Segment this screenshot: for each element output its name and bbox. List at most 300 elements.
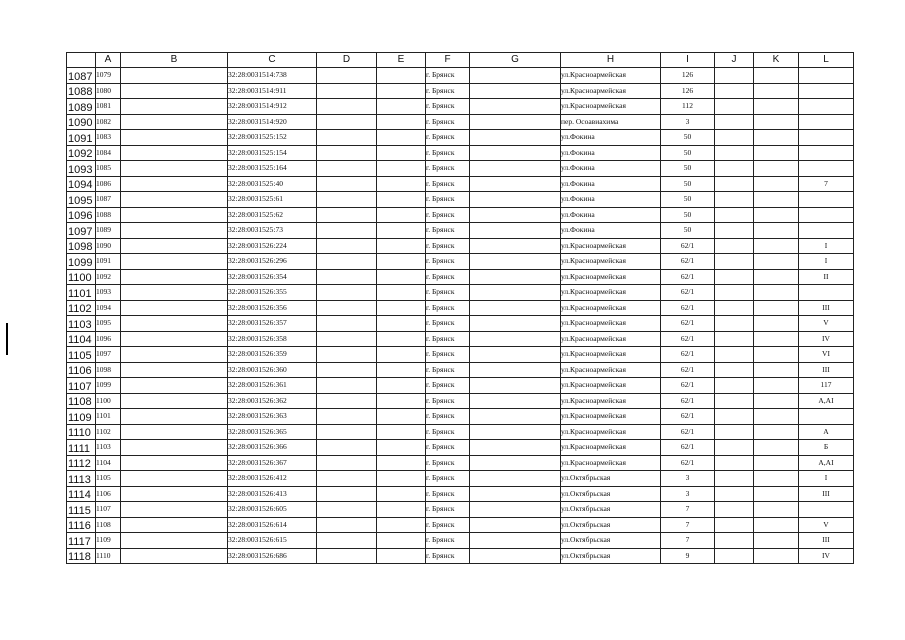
cell-c-cadastral[interactable]: 32:28:0031525:164 (228, 161, 317, 177)
cell-b[interactable] (121, 285, 228, 301)
cell-c-cadastral[interactable]: 32:28:0031525:62 (228, 207, 317, 223)
cell-a-number[interactable]: 1099 (96, 378, 121, 394)
cell-c-cadastral[interactable]: 32:28:0031525:152 (228, 130, 317, 146)
cell-a-number[interactable]: 1084 (96, 145, 121, 161)
cell-d[interactable] (317, 316, 377, 332)
cell-c-cadastral[interactable]: 32:28:0031526:357 (228, 316, 317, 332)
cell-k[interactable] (754, 99, 799, 115)
cell-d[interactable] (317, 192, 377, 208)
cell-j[interactable] (715, 207, 754, 223)
row-number[interactable]: 1113 (67, 471, 96, 487)
cell-d[interactable] (317, 362, 377, 378)
cell-i-house[interactable]: 62/1 (661, 238, 715, 254)
cell-e[interactable] (377, 300, 426, 316)
row-number[interactable]: 1103 (67, 316, 96, 332)
row-number[interactable]: 1091 (67, 130, 96, 146)
cell-h-street[interactable]: ул.Красноармейская (561, 254, 661, 270)
row-number[interactable]: 1092 (67, 145, 96, 161)
cell-k[interactable] (754, 145, 799, 161)
cell-l-room[interactable] (799, 130, 854, 146)
cell-c-cadastral[interactable]: 32:28:0031514:911 (228, 83, 317, 99)
cell-l-room[interactable]: III (799, 362, 854, 378)
cell-e[interactable] (377, 548, 426, 564)
cell-e[interactable] (377, 517, 426, 533)
cell-b[interactable] (121, 455, 228, 471)
cell-k[interactable] (754, 409, 799, 425)
cell-b[interactable] (121, 517, 228, 533)
cell-g[interactable] (470, 99, 561, 115)
cell-l-room[interactable] (799, 409, 854, 425)
cell-f-city[interactable]: г. Брянск (426, 223, 470, 239)
cell-e[interactable] (377, 455, 426, 471)
cell-l-room[interactable]: Б (799, 440, 854, 456)
cell-k[interactable] (754, 238, 799, 254)
cell-b[interactable] (121, 331, 228, 347)
cell-h-street[interactable]: ул.Фокина (561, 223, 661, 239)
cell-j[interactable] (715, 409, 754, 425)
cell-h-street[interactable]: ул.Красноармейская (561, 316, 661, 332)
cell-k[interactable] (754, 207, 799, 223)
cell-e[interactable] (377, 99, 426, 115)
cell-h-street[interactable]: ул.Красноармейская (561, 68, 661, 84)
cell-h-street[interactable]: ул.Фокина (561, 145, 661, 161)
cell-b[interactable] (121, 130, 228, 146)
cell-a-number[interactable]: 1093 (96, 285, 121, 301)
cell-d[interactable] (317, 269, 377, 285)
cell-c-cadastral[interactable]: 32:28:0031526:366 (228, 440, 317, 456)
cell-e[interactable] (377, 486, 426, 502)
cell-i-house[interactable]: 62/1 (661, 424, 715, 440)
cell-l-room[interactable]: V (799, 316, 854, 332)
cell-j[interactable] (715, 223, 754, 239)
column-header-i[interactable]: I (661, 53, 715, 68)
cell-e[interactable] (377, 145, 426, 161)
cell-a-number[interactable]: 1097 (96, 347, 121, 363)
cell-i-house[interactable]: 62/1 (661, 316, 715, 332)
cell-i-house[interactable]: 3 (661, 486, 715, 502)
cell-h-street[interactable]: ул.Красноармейская (561, 300, 661, 316)
cell-j[interactable] (715, 114, 754, 130)
cell-a-number[interactable]: 1101 (96, 409, 121, 425)
cell-h-street[interactable]: ул.Октябрьская (561, 548, 661, 564)
cell-f-city[interactable]: г. Брянск (426, 145, 470, 161)
row-number[interactable]: 1105 (67, 347, 96, 363)
row-number[interactable]: 1100 (67, 269, 96, 285)
cell-k[interactable] (754, 223, 799, 239)
cell-j[interactable] (715, 130, 754, 146)
cell-l-room[interactable]: IV (799, 548, 854, 564)
cell-k[interactable] (754, 424, 799, 440)
row-number[interactable]: 1114 (67, 486, 96, 502)
cell-e[interactable] (377, 238, 426, 254)
cell-b[interactable] (121, 269, 228, 285)
cell-f-city[interactable]: г. Брянск (426, 83, 470, 99)
cell-j[interactable] (715, 316, 754, 332)
cell-e[interactable] (377, 223, 426, 239)
row-number[interactable]: 1089 (67, 99, 96, 115)
cell-b[interactable] (121, 409, 228, 425)
cell-d[interactable] (317, 502, 377, 518)
cell-b[interactable] (121, 161, 228, 177)
cell-g[interactable] (470, 114, 561, 130)
cell-j[interactable] (715, 83, 754, 99)
cell-c-cadastral[interactable]: 32:28:0031526:359 (228, 347, 317, 363)
cell-e[interactable] (377, 533, 426, 549)
cell-f-city[interactable]: г. Брянск (426, 114, 470, 130)
cell-f-city[interactable]: г. Брянск (426, 99, 470, 115)
cell-d[interactable] (317, 378, 377, 394)
cell-a-number[interactable]: 1083 (96, 130, 121, 146)
cell-i-house[interactable]: 7 (661, 533, 715, 549)
cell-j[interactable] (715, 347, 754, 363)
cell-k[interactable] (754, 130, 799, 146)
cell-h-street[interactable]: ул.Фокина (561, 207, 661, 223)
cell-b[interactable] (121, 254, 228, 270)
row-number[interactable]: 1093 (67, 161, 96, 177)
cell-i-house[interactable]: 9 (661, 548, 715, 564)
cell-c-cadastral[interactable]: 32:28:0031525:154 (228, 145, 317, 161)
cell-a-number[interactable]: 1087 (96, 192, 121, 208)
cell-g[interactable] (470, 207, 561, 223)
cell-h-street[interactable]: ул.Красноармейская (561, 362, 661, 378)
cell-h-street[interactable]: ул.Красноармейская (561, 331, 661, 347)
cell-f-city[interactable]: г. Брянск (426, 378, 470, 394)
cell-c-cadastral[interactable]: 32:28:0031526:224 (228, 238, 317, 254)
cell-d[interactable] (317, 145, 377, 161)
cell-i-house[interactable]: 62/1 (661, 409, 715, 425)
row-number[interactable]: 1110 (67, 424, 96, 440)
cell-l-room[interactable] (799, 114, 854, 130)
cell-h-street[interactable]: ул.Красноармейская (561, 409, 661, 425)
cell-c-cadastral[interactable]: 32:28:0031526:296 (228, 254, 317, 270)
cell-h-street[interactable]: ул.Красноармейская (561, 83, 661, 99)
cell-g[interactable] (470, 176, 561, 192)
row-number[interactable]: 1094 (67, 176, 96, 192)
row-number[interactable]: 1115 (67, 502, 96, 518)
cell-i-house[interactable]: 50 (661, 176, 715, 192)
cell-b[interactable] (121, 378, 228, 394)
cell-l-room[interactable]: III (799, 533, 854, 549)
cell-g[interactable] (470, 161, 561, 177)
cell-i-house[interactable]: 126 (661, 68, 715, 84)
cell-a-number[interactable]: 1096 (96, 331, 121, 347)
cell-j[interactable] (715, 548, 754, 564)
cell-h-street[interactable]: ул.Октябрьская (561, 486, 661, 502)
cell-a-number[interactable]: 1082 (96, 114, 121, 130)
cell-e[interactable] (377, 254, 426, 270)
cell-k[interactable] (754, 176, 799, 192)
cell-i-house[interactable]: 112 (661, 99, 715, 115)
cell-f-city[interactable]: г. Брянск (426, 161, 470, 177)
cell-l-room[interactable]: A,AI (799, 455, 854, 471)
cell-l-room[interactable] (799, 161, 854, 177)
cell-d[interactable] (317, 83, 377, 99)
cell-f-city[interactable]: г. Брянск (426, 471, 470, 487)
cell-l-room[interactable] (799, 99, 854, 115)
cell-d[interactable] (317, 254, 377, 270)
cell-d[interactable] (317, 424, 377, 440)
cell-k[interactable] (754, 533, 799, 549)
cell-b[interactable] (121, 362, 228, 378)
cell-b[interactable] (121, 533, 228, 549)
cell-a-number[interactable]: 1081 (96, 99, 121, 115)
cell-j[interactable] (715, 269, 754, 285)
cell-g[interactable] (470, 300, 561, 316)
cell-f-city[interactable]: г. Брянск (426, 192, 470, 208)
cell-g[interactable] (470, 440, 561, 456)
cell-a-number[interactable]: 1092 (96, 269, 121, 285)
cell-g[interactable] (470, 533, 561, 549)
cell-e[interactable] (377, 424, 426, 440)
cell-k[interactable] (754, 192, 799, 208)
cell-g[interactable] (470, 486, 561, 502)
cell-a-number[interactable]: 1080 (96, 83, 121, 99)
cell-b[interactable] (121, 223, 228, 239)
cell-g[interactable] (470, 455, 561, 471)
cell-g[interactable] (470, 393, 561, 409)
cell-f-city[interactable]: г. Брянск (426, 176, 470, 192)
cell-c-cadastral[interactable]: 32:28:0031526:361 (228, 378, 317, 394)
cell-a-number[interactable]: 1106 (96, 486, 121, 502)
row-number[interactable]: 1088 (67, 83, 96, 99)
column-header-a[interactable]: A (96, 53, 121, 68)
cell-d[interactable] (317, 300, 377, 316)
cell-g[interactable] (470, 223, 561, 239)
cell-i-house[interactable]: 7 (661, 517, 715, 533)
cell-k[interactable] (754, 83, 799, 99)
cell-i-house[interactable]: 62/1 (661, 378, 715, 394)
cell-k[interactable] (754, 114, 799, 130)
cell-g[interactable] (470, 347, 561, 363)
cell-j[interactable] (715, 378, 754, 394)
cell-l-room[interactable] (799, 207, 854, 223)
cell-g[interactable] (470, 145, 561, 161)
cell-k[interactable] (754, 471, 799, 487)
cell-h-street[interactable]: ул.Октябрьская (561, 517, 661, 533)
cell-g[interactable] (470, 548, 561, 564)
column-header-g[interactable]: G (470, 53, 561, 68)
cell-k[interactable] (754, 347, 799, 363)
cell-j[interactable] (715, 68, 754, 84)
cell-a-number[interactable]: 1098 (96, 362, 121, 378)
cell-d[interactable] (317, 533, 377, 549)
cell-i-house[interactable]: 7 (661, 502, 715, 518)
cell-a-number[interactable]: 1086 (96, 176, 121, 192)
cell-k[interactable] (754, 316, 799, 332)
row-number[interactable]: 1097 (67, 223, 96, 239)
cell-i-house[interactable]: 3 (661, 471, 715, 487)
cell-a-number[interactable]: 1089 (96, 223, 121, 239)
cell-g[interactable] (470, 378, 561, 394)
cell-f-city[interactable]: г. Брянск (426, 502, 470, 518)
cell-f-city[interactable]: г. Брянск (426, 424, 470, 440)
cell-c-cadastral[interactable]: 32:28:0031514:912 (228, 99, 317, 115)
row-number[interactable]: 1112 (67, 455, 96, 471)
cell-b[interactable] (121, 300, 228, 316)
cell-h-street[interactable]: ул.Фокина (561, 192, 661, 208)
cell-g[interactable] (470, 362, 561, 378)
cell-j[interactable] (715, 424, 754, 440)
cell-g[interactable] (470, 130, 561, 146)
cell-a-number[interactable]: 1103 (96, 440, 121, 456)
cell-c-cadastral[interactable]: 32:28:0031526:614 (228, 517, 317, 533)
cell-h-street[interactable]: ул.Красноармейская (561, 238, 661, 254)
row-number[interactable]: 1118 (67, 548, 96, 564)
cell-b[interactable] (121, 99, 228, 115)
column-header-c[interactable]: C (228, 53, 317, 68)
cell-l-room[interactable]: A (799, 424, 854, 440)
cell-c-cadastral[interactable]: 32:28:0031526:605 (228, 502, 317, 518)
column-header-b[interactable]: B (121, 53, 228, 68)
cell-e[interactable] (377, 130, 426, 146)
cell-f-city[interactable]: г. Брянск (426, 300, 470, 316)
cell-d[interactable] (317, 517, 377, 533)
cell-g[interactable] (470, 238, 561, 254)
cell-c-cadastral[interactable]: 32:28:0031526:356 (228, 300, 317, 316)
row-number[interactable]: 1101 (67, 285, 96, 301)
cell-i-house[interactable]: 62/1 (661, 440, 715, 456)
cell-c-cadastral[interactable]: 32:28:0031514:920 (228, 114, 317, 130)
cell-c-cadastral[interactable]: 32:28:0031526:355 (228, 285, 317, 301)
cell-a-number[interactable]: 1109 (96, 533, 121, 549)
cell-f-city[interactable]: г. Брянск (426, 548, 470, 564)
cell-h-street[interactable]: ул.Красноармейская (561, 455, 661, 471)
cell-k[interactable] (754, 285, 799, 301)
cell-l-room[interactable]: I (799, 471, 854, 487)
cell-k[interactable] (754, 517, 799, 533)
cell-h-street[interactable]: ул.Октябрьская (561, 502, 661, 518)
cell-c-cadastral[interactable]: 32:28:0031526:367 (228, 455, 317, 471)
cell-k[interactable] (754, 455, 799, 471)
cell-b[interactable] (121, 316, 228, 332)
cell-h-street[interactable]: ул.Красноармейская (561, 347, 661, 363)
cell-c-cadastral[interactable]: 32:28:0031526:686 (228, 548, 317, 564)
cell-d[interactable] (317, 130, 377, 146)
cell-c-cadastral[interactable]: 32:28:0031526:413 (228, 486, 317, 502)
cell-a-number[interactable]: 1091 (96, 254, 121, 270)
cell-l-room[interactable] (799, 502, 854, 518)
cell-i-house[interactable]: 62/1 (661, 254, 715, 270)
cell-f-city[interactable]: г. Брянск (426, 269, 470, 285)
cell-g[interactable] (470, 192, 561, 208)
cell-b[interactable] (121, 347, 228, 363)
cell-d[interactable] (317, 347, 377, 363)
cell-a-number[interactable]: 1090 (96, 238, 121, 254)
cell-k[interactable] (754, 502, 799, 518)
cell-d[interactable] (317, 207, 377, 223)
row-number[interactable]: 1090 (67, 114, 96, 130)
cell-e[interactable] (377, 68, 426, 84)
row-number[interactable]: 1102 (67, 300, 96, 316)
cell-i-house[interactable]: 62/1 (661, 300, 715, 316)
cell-a-number[interactable]: 1079 (96, 68, 121, 84)
cell-j[interactable] (715, 145, 754, 161)
cell-g[interactable] (470, 424, 561, 440)
cell-j[interactable] (715, 238, 754, 254)
cell-k[interactable] (754, 254, 799, 270)
cell-l-room[interactable] (799, 223, 854, 239)
cell-g[interactable] (470, 254, 561, 270)
cell-a-number[interactable]: 1110 (96, 548, 121, 564)
cell-a-number[interactable]: 1108 (96, 517, 121, 533)
cell-b[interactable] (121, 440, 228, 456)
cell-e[interactable] (377, 471, 426, 487)
cell-f-city[interactable]: г. Брянск (426, 285, 470, 301)
cell-f-city[interactable]: г. Брянск (426, 331, 470, 347)
cell-j[interactable] (715, 99, 754, 115)
cell-l-room[interactable]: 117 (799, 378, 854, 394)
column-header-e[interactable]: E (377, 53, 426, 68)
cell-c-cadastral[interactable]: 32:28:0031526:412 (228, 471, 317, 487)
cell-b[interactable] (121, 471, 228, 487)
cell-f-city[interactable]: г. Брянск (426, 130, 470, 146)
cell-f-city[interactable]: г. Брянск (426, 533, 470, 549)
cell-d[interactable] (317, 99, 377, 115)
cell-j[interactable] (715, 362, 754, 378)
cell-i-house[interactable]: 62/1 (661, 269, 715, 285)
cell-d[interactable] (317, 455, 377, 471)
cell-h-street[interactable]: ул.Красноармейская (561, 99, 661, 115)
cell-j[interactable] (715, 486, 754, 502)
cell-h-street[interactable]: ул.Красноармейская (561, 440, 661, 456)
row-number[interactable]: 1106 (67, 362, 96, 378)
cell-k[interactable] (754, 486, 799, 502)
cell-d[interactable] (317, 238, 377, 254)
cell-j[interactable] (715, 285, 754, 301)
cell-c-cadastral[interactable]: 32:28:0031525:40 (228, 176, 317, 192)
cell-c-cadastral[interactable]: 32:28:0031514:738 (228, 68, 317, 84)
cell-d[interactable] (317, 440, 377, 456)
corner-cell[interactable] (67, 53, 96, 68)
cell-f-city[interactable]: г. Брянск (426, 68, 470, 84)
cell-e[interactable] (377, 393, 426, 409)
cell-h-street[interactable]: ул.Красноармейская (561, 424, 661, 440)
cell-j[interactable] (715, 393, 754, 409)
column-header-h[interactable]: H (561, 53, 661, 68)
cell-l-room[interactable] (799, 285, 854, 301)
cell-f-city[interactable]: г. Брянск (426, 362, 470, 378)
cell-h-street[interactable]: ул.Фокина (561, 130, 661, 146)
cell-e[interactable] (377, 285, 426, 301)
row-number[interactable]: 1099 (67, 254, 96, 270)
cell-f-city[interactable]: г. Брянск (426, 207, 470, 223)
cell-e[interactable] (377, 192, 426, 208)
cell-j[interactable] (715, 331, 754, 347)
cell-l-room[interactable]: A,AI (799, 393, 854, 409)
cell-k[interactable] (754, 269, 799, 285)
row-number[interactable]: 1108 (67, 393, 96, 409)
cell-e[interactable] (377, 440, 426, 456)
row-number[interactable]: 1107 (67, 378, 96, 394)
row-number[interactable]: 1096 (67, 207, 96, 223)
cell-g[interactable] (470, 83, 561, 99)
cell-b[interactable] (121, 486, 228, 502)
cell-b[interactable] (121, 424, 228, 440)
cell-i-house[interactable]: 50 (661, 145, 715, 161)
cell-k[interactable] (754, 440, 799, 456)
cell-i-house[interactable]: 62/1 (661, 331, 715, 347)
cell-d[interactable] (317, 114, 377, 130)
cell-f-city[interactable]: г. Брянск (426, 238, 470, 254)
cell-l-room[interactable]: V (799, 517, 854, 533)
cell-l-room[interactable]: I (799, 254, 854, 270)
cell-c-cadastral[interactable]: 32:28:0031525:73 (228, 223, 317, 239)
cell-b[interactable] (121, 548, 228, 564)
cell-k[interactable] (754, 331, 799, 347)
cell-h-street[interactable]: ул.Фокина (561, 176, 661, 192)
cell-j[interactable] (715, 300, 754, 316)
cell-d[interactable] (317, 486, 377, 502)
